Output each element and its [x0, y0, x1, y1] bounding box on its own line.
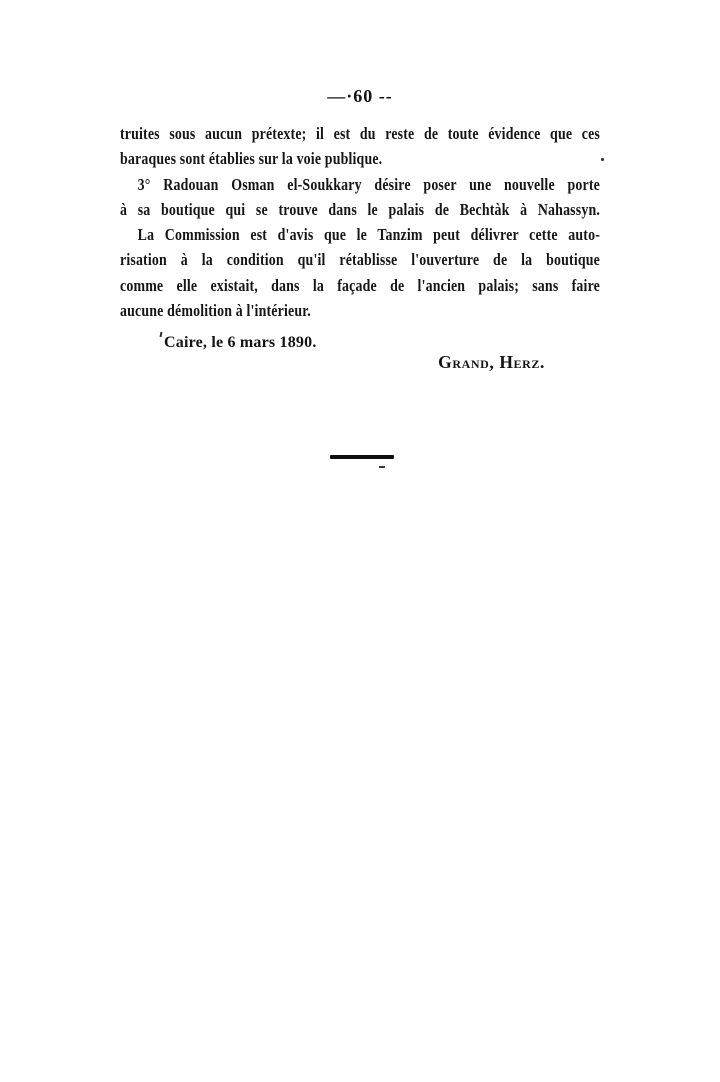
dateline: Caire, le 6 mars 1890. [164, 334, 317, 351]
body-line: baraques sont établies sur la voie publique. [120, 149, 383, 169]
body-line: risation à la condition qu'il rétablisse l'ouverture de la boutique [120, 250, 600, 270]
divider-dot-mark [379, 466, 385, 468]
body-line: La Commission est d'avis que le Tanzim peut délivrer cette auto- [137, 225, 600, 245]
body-line: aucune démolition à l'intérieur. [120, 301, 311, 321]
body-line: truites sous aucun prétexte; il est du reste de toute évidence que ces [120, 124, 600, 143]
ink-speck [601, 158, 604, 161]
body-line: comme elle existait, dans la façade de l'ancien palais; sans faire [120, 275, 600, 295]
body-line: 3° Radouan Osman el-Soukkary désire poser une nouvelle porte [137, 174, 600, 194]
ink-speck [160, 332, 163, 337]
signature: Grand, Herz. [438, 352, 545, 372]
document-body [120, 121, 600, 323]
section-divider-rule [330, 455, 394, 459]
body-line: à sa boutique qui se trouve dans le palais de Bechtàk à Nahassyn. [120, 199, 600, 219]
page-number-header: —·60 -- [327, 86, 393, 106]
